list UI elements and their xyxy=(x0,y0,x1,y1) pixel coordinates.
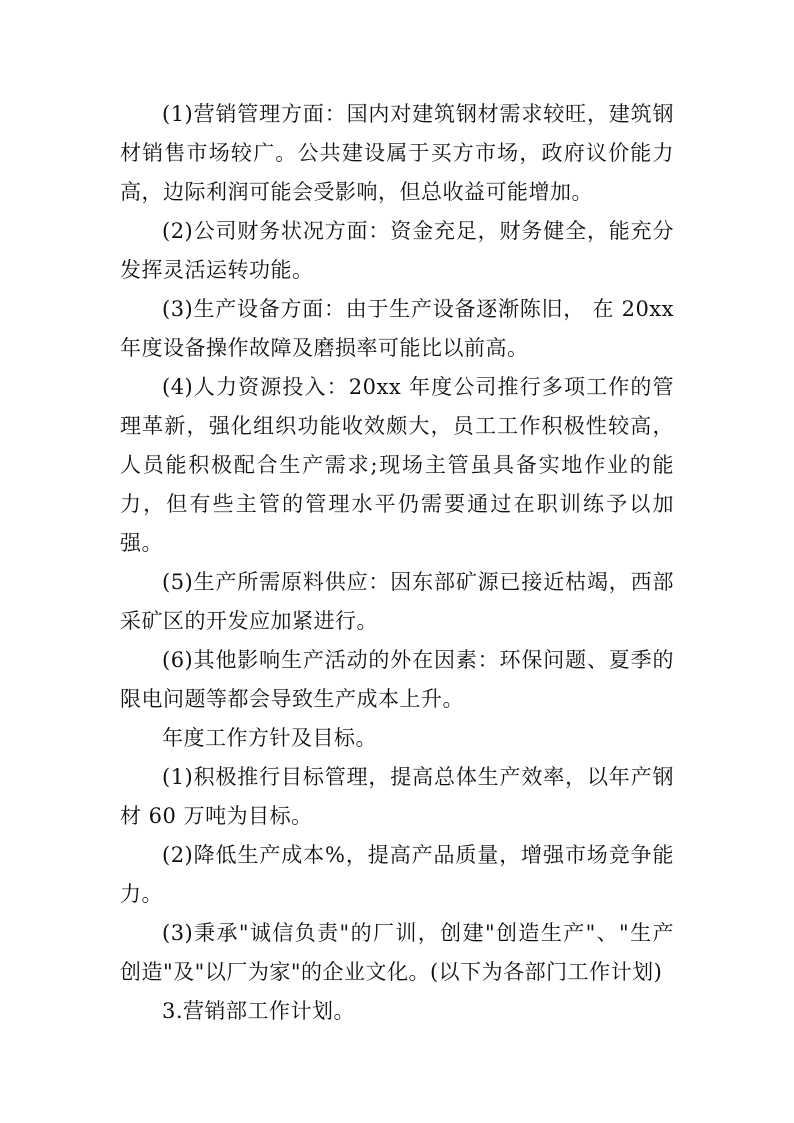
paragraph-external-factors: (6)其他影响生产活动的外在因素：环保问题、夏季的限电问题等都会导致生产成本上升。 xyxy=(120,648,674,711)
paragraph-marketing: (1)营销管理方面：国内对建筑钢材需求较旺，建筑钢材销售市场较广。公共建设属于买方市场，政府议价能力高，边际利润可能会受影响，但总收益可能增加。 xyxy=(120,102,674,204)
paragraph-annual-policy-heading: 年度工作方针及目标。 xyxy=(162,726,377,750)
paragraph-goal-2: (2)降低生产成本%，提高产品质量，增强市场竞争能力。 xyxy=(120,843,674,906)
paragraph-finance: (2)公司财务状况方面：资金充足，财务健全，能充分发挥灵活运转功能。 xyxy=(120,219,674,282)
paragraph-equipment: (3)生产设备方面：由于生产设备逐渐陈旧， 在 20xx 年度设备操作故障及磨损率可能比以前高。 xyxy=(120,297,674,360)
paragraph-goal-3: (3)秉承"诚信负责"的厂训，创建"创造生产"、"生产创造"及"以厂为家"的企业文化。(以下为各部门工作计划) xyxy=(120,921,674,984)
paragraph-human-resources: (4)人力资源投入：20xx 年度公司推行多项工作的管理革新，强化组织功能收效颇大，员工工作积极性较高，人员能积极配合生产需求;现场主管虽具备实地作业的能力，但有些主管的管理水平仍需要通过在职训练予以加强。 xyxy=(120,375,674,555)
paragraph-raw-materials: (5)生产所需原料供应：因东部矿源已接近枯竭，西部采矿区的开发应加紧进行。 xyxy=(120,570,674,633)
paragraph-section-heading: 3.营销部工作计划。 xyxy=(162,999,356,1023)
paragraph-goal-1: (1)积极推行目标管理，提高总体生产效率，以年产钢材 60 万吨为目标。 xyxy=(120,765,674,828)
